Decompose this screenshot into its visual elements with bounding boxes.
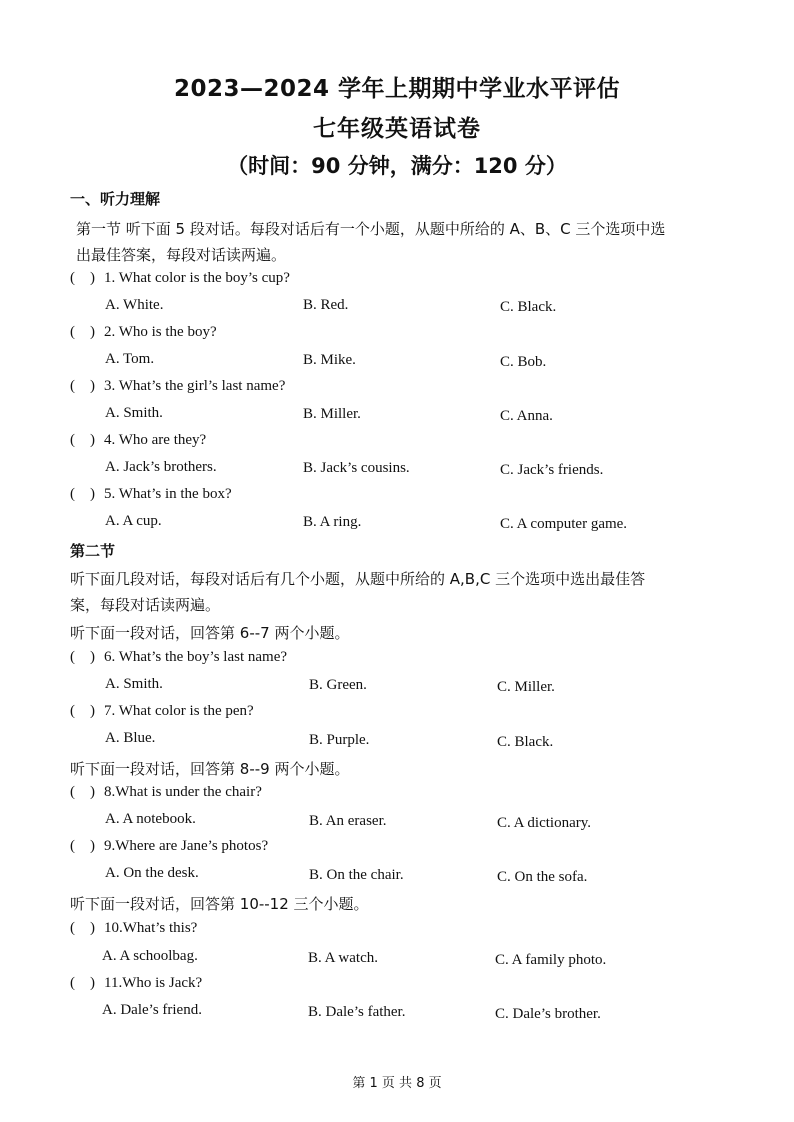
- option-a: A. Smith.: [105, 405, 163, 421]
- option-a: A. On the desk.: [105, 865, 199, 881]
- option-c: C. On the sofa.: [497, 869, 588, 885]
- part1-instruction-line1: 第一节 听下面 5 段对话。每段对话后有一个小题，从题中所给的 A、B、C 三个选项中选: [76, 220, 666, 238]
- answer-blank[interactable]: ( ): [70, 486, 95, 502]
- option-b: B. Jack’s cousins.: [303, 460, 410, 476]
- part1-instruction-line2: 出最佳答案，每段对话读两遍。: [76, 246, 287, 264]
- question-3: [70, 378, 285, 395]
- option-b: B. Miller.: [303, 406, 361, 422]
- answer-blank[interactable]: ( ): [70, 378, 95, 394]
- question-5: [70, 486, 232, 503]
- part2-instruction-line1: 听下面几段对话，每段对话后有几个小题，从题中所给的 A,B,C 三个选项中选出最佳答: [70, 570, 646, 588]
- option-b: B. An eraser.: [309, 813, 387, 829]
- question-text: 4. Who are they?: [104, 432, 207, 448]
- question-text: 5. What’s in the box?: [104, 486, 232, 502]
- exam-time-score: （时间：90 分钟，满分：120 分）: [227, 154, 567, 178]
- exam-subtitle: 七年级英语试卷: [313, 116, 481, 142]
- section-heading: 一、听力理解: [70, 190, 161, 208]
- option-c: C. Black.: [500, 299, 557, 315]
- option-c: C. A dictionary.: [497, 815, 592, 831]
- option-b: B. Dale’s father.: [308, 1004, 406, 1020]
- option-b: B. Red.: [303, 297, 349, 313]
- answer-blank[interactable]: ( ): [70, 975, 95, 991]
- question-text: 10.What’s this?: [104, 920, 198, 936]
- question-text: 9.Where are Jane’s photos?: [104, 838, 269, 854]
- option-c: C. Dale’s brother.: [495, 1006, 601, 1022]
- question-text: 2. Who is the boy?: [104, 324, 217, 340]
- option-a: A. Dale’s friend.: [102, 1002, 202, 1018]
- answer-blank[interactable]: ( ): [70, 432, 95, 448]
- question-11: [70, 975, 202, 992]
- answer-blank[interactable]: ( ): [70, 703, 95, 719]
- option-c: C. Black.: [497, 734, 554, 750]
- question-text: 6. What’s the boy’s last name?: [104, 649, 288, 665]
- option-b: B. Mike.: [303, 352, 356, 368]
- option-a: A. Blue.: [105, 730, 156, 746]
- answer-blank[interactable]: ( ): [70, 649, 95, 665]
- answer-blank[interactable]: ( ): [70, 784, 95, 800]
- question-2: [70, 324, 217, 341]
- question-1: [70, 270, 290, 287]
- question-9: [70, 838, 268, 855]
- option-c: C. A computer game.: [500, 516, 628, 532]
- question-8: [70, 784, 262, 801]
- question-10: [70, 920, 197, 937]
- option-c: C. Bob.: [500, 354, 547, 370]
- answer-blank[interactable]: ( ): [70, 270, 95, 286]
- option-b: B. A watch.: [308, 950, 378, 966]
- question-4: [70, 432, 206, 449]
- option-b: B. A ring.: [303, 514, 362, 530]
- option-b: B. Green.: [309, 677, 367, 693]
- question-7: [70, 703, 254, 720]
- option-a: A. Jack’s brothers.: [105, 459, 217, 475]
- question-text: 3. What’s the girl’s last name?: [104, 378, 286, 394]
- option-a: A. A cup.: [105, 513, 162, 529]
- group2-instruction: 听下面一段对话，回答第 8--9 两个小题。: [70, 760, 350, 778]
- option-b: B. On the chair.: [309, 867, 404, 883]
- question-text: 7. What color is the pen?: [104, 703, 254, 719]
- answer-blank[interactable]: ( ): [70, 920, 95, 936]
- question-text: 8.What is under the chair?: [104, 784, 262, 800]
- answer-blank[interactable]: ( ): [70, 838, 95, 854]
- group3-instruction: 听下面一段对话，回答第 10--12 三个小题。: [70, 895, 369, 913]
- option-a: A. Tom.: [105, 351, 155, 367]
- option-c: C. Miller.: [497, 679, 555, 695]
- question-text: 11.Who is Jack?: [104, 975, 203, 991]
- question-6: [70, 649, 287, 666]
- part2-heading: 第二节: [70, 542, 116, 560]
- page-number: 第 1 页 共 8 页: [352, 1076, 442, 1091]
- option-c: C. Anna.: [500, 408, 553, 424]
- exam-title: 2023—2024 学年上期期中学业水平评估: [173, 76, 621, 102]
- option-c: C. A family photo.: [495, 952, 607, 968]
- option-a: A. Smith.: [105, 676, 163, 692]
- option-a: A. A notebook.: [105, 811, 196, 827]
- question-text: 1. What color is the boy’s cup?: [104, 270, 290, 286]
- option-b: B. Purple.: [309, 732, 370, 748]
- part2-instruction-line2: 案，每段对话读两遍。: [70, 596, 221, 614]
- group1-instruction: 听下面一段对话，回答第 6--7 两个小题。: [70, 624, 350, 642]
- option-c: C. Jack’s friends.: [500, 462, 604, 478]
- option-a: A. White.: [105, 297, 164, 313]
- answer-blank[interactable]: ( ): [70, 324, 95, 340]
- option-a: A. A schoolbag.: [102, 948, 198, 964]
